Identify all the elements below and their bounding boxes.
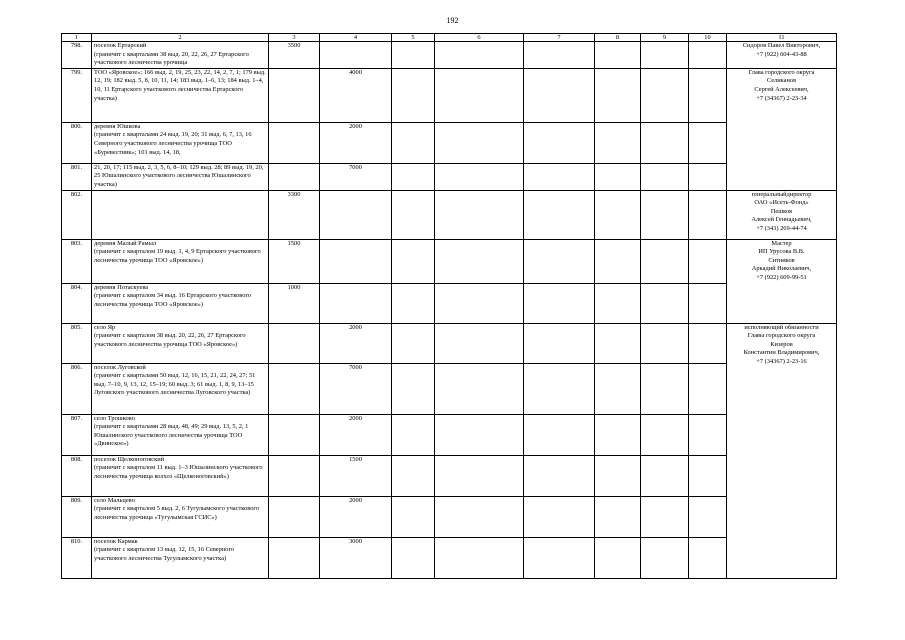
contact-line: Константин Владимирович, (743, 349, 820, 357)
contact-line: Кизеров (770, 340, 793, 348)
empty-cell-col-7 (524, 283, 595, 323)
empty-cell-col-7 (524, 42, 595, 69)
place-description (92, 68, 269, 122)
empty-cell-col-10 (689, 414, 727, 455)
empty-cell-col-9 (641, 363, 689, 414)
boundary-description: (граничит с кварталами 38 выд. 20, 22, 26, 27 Ертарского участкового лесничества урочища (94, 50, 249, 67)
contact-line: Мастер (771, 239, 792, 247)
empty-cell-col-5 (392, 42, 435, 69)
table-row (62, 283, 837, 323)
contact-line: +7 (34367) 2-23-16 (756, 357, 807, 365)
row-number: 800. (62, 122, 92, 163)
contact-line: +7 (343) 269-44-74 (756, 224, 807, 232)
empty-cell-col-5 (392, 283, 435, 323)
contact-line: ИП Урусова В.В. (758, 248, 805, 256)
table-body (62, 34, 837, 579)
empty-cell-col-8 (595, 239, 641, 283)
empty-cell-col-6 (435, 496, 524, 537)
table-row (62, 496, 837, 537)
row-number: 809. (62, 496, 92, 537)
empty-cell-col-7 (524, 239, 595, 283)
empty-cell-col-7 (524, 363, 595, 414)
empty-cell-col-9 (641, 537, 689, 578)
place-description (92, 537, 269, 578)
table-row (62, 455, 837, 496)
row-number: 807. (62, 414, 92, 455)
contact-line: Алексей Геннадьевич, (751, 216, 812, 224)
contact-line: Сидоров Павел Викторович, (742, 42, 821, 49)
col-header-11: 11 (727, 34, 837, 42)
empty-cell-col-10 (689, 42, 727, 69)
empty-cell-col-5 (392, 68, 435, 122)
boundary-description: (граничит с кварталом 11 выд. 1–3 Юшалинского участкового лесничества урочища колхоз «Щелконоговский») (94, 464, 263, 480)
responsible-contact (727, 42, 837, 69)
table-row (62, 537, 837, 578)
contact-line: исполняющий обязанности (744, 323, 819, 331)
contact-line: Аркадий Николаевич, (751, 265, 812, 273)
place-name: деревня Юшкова (94, 122, 141, 130)
col-header-8: 8 (595, 34, 641, 42)
table-row (62, 323, 837, 363)
empty-cell-col-9 (641, 239, 689, 283)
row-number: 808. (62, 455, 92, 496)
col-header-1: 1 (62, 34, 92, 42)
empty-cell-col-5 (392, 239, 435, 283)
place-description (92, 283, 269, 323)
row-number: 810. (62, 537, 92, 578)
empty-cell-col-5 (392, 190, 435, 239)
empty-cell-col-10 (689, 323, 727, 363)
empty-cell-col-5 (392, 455, 435, 496)
col-header-2: 2 (92, 34, 269, 42)
place-description (92, 496, 269, 537)
table-row (62, 190, 837, 239)
empty-cell-col-9 (641, 163, 689, 190)
value-col-3: 1000 (269, 283, 320, 323)
place-name: поселок Луговской (94, 363, 146, 371)
value-col-3 (269, 163, 320, 190)
empty-cell-col-10 (689, 363, 727, 414)
value-col-4: 7000 (320, 363, 392, 414)
empty-cell-col-10 (689, 68, 727, 122)
empty-cell-col-5 (392, 323, 435, 363)
empty-cell-col-6 (435, 414, 524, 455)
col-header-6: 6 (435, 34, 524, 42)
empty-cell-col-10 (689, 455, 727, 496)
empty-cell-col-8 (595, 414, 641, 455)
value-col-4 (320, 239, 392, 283)
value-col-4: 4000 (320, 68, 392, 122)
value-col-4: 2000 (320, 496, 392, 537)
place-description (92, 323, 269, 363)
responsible-contact (727, 323, 837, 578)
empty-cell-col-7 (524, 68, 595, 122)
value-col-3: 1500 (269, 239, 320, 283)
empty-cell-col-6 (435, 122, 524, 163)
place-description (92, 455, 269, 496)
place-name: поселок Кармак (94, 537, 138, 545)
empty-cell-col-6 (435, 42, 524, 69)
empty-cell-col-5 (392, 414, 435, 455)
empty-cell-col-8 (595, 190, 641, 239)
value-col-3 (269, 537, 320, 578)
empty-cell-col-8 (595, 323, 641, 363)
boundary-description: ТОО «Яровское»; 166 выд. 2, 19, 25, 23, 22, 14, 2, 7, 1; 179 выд. 12, 19; 182 выд. 5, 8, 10, 11, 14; 183 выд. 1–6, 13; 184 выд. 1–4, 10, 11 Ертарского участкового лесничества Ертарского участка) (94, 68, 266, 102)
boundary-description: (граничит с кварталами 28 выд. 48, 49; 29 выд. 13, 5, 2, 1 Юшалинского участкового лесничества урочища ТОО «Двинское») (94, 423, 249, 448)
value-col-3 (269, 323, 320, 363)
value-col-3 (269, 363, 320, 414)
row-number: 801. (62, 163, 92, 190)
value-col-4 (320, 190, 392, 239)
empty-cell-col-9 (641, 42, 689, 69)
empty-cell-col-10 (689, 496, 727, 537)
empty-cell-col-6 (435, 190, 524, 239)
place-name: поселок Щелконоговский (94, 455, 165, 463)
empty-cell-col-7 (524, 122, 595, 163)
place-description (92, 122, 269, 163)
value-col-3 (269, 455, 320, 496)
responsible-contact (727, 68, 837, 190)
empty-cell-col-8 (595, 283, 641, 323)
place-description (92, 363, 269, 414)
empty-cell-col-10 (689, 239, 727, 283)
empty-cell-col-6 (435, 323, 524, 363)
value-col-3 (269, 122, 320, 163)
empty-cell-col-9 (641, 190, 689, 239)
col-header-4: 4 (320, 34, 392, 42)
empty-cell-col-6 (435, 537, 524, 578)
boundary-description: (граничит с кварталом 38 выд. 20, 22, 26, 27 Ертарского участкового лесничества урочища ТОО «Яровское») (94, 332, 246, 348)
table-row (62, 163, 837, 190)
contact-line: Главы городского округа (747, 332, 816, 340)
boundary-description: (граничит с кварталами 50 выд. 12, 16, 15, 21, 22, 24, 27; 51 выд. 7–10, 9, 13, 12, 15–19; 60 выд. 3; 61 выд. 1, 8, 9, 13–15 Луговского участкового лесничества Луговского участка) (94, 372, 256, 397)
table-row (62, 122, 837, 163)
value-col-4: 2000 (320, 122, 392, 163)
empty-cell-col-7 (524, 190, 595, 239)
contact-line: генеральныйдиректор (751, 190, 812, 198)
col-header-5: 5 (392, 34, 435, 42)
table-row (62, 42, 837, 69)
contact-line: +7 (922) 604-43-88 (756, 50, 807, 58)
empty-cell-col-6 (435, 163, 524, 190)
empty-cell-col-5 (392, 163, 435, 190)
row-number: 798. (62, 42, 92, 69)
empty-cell-col-5 (392, 363, 435, 414)
empty-cell-col-10 (689, 163, 727, 190)
empty-cell-col-7 (524, 163, 595, 190)
empty-cell-col-8 (595, 163, 641, 190)
boundary-description: (граничит с кварталом 13 выд. 12, 15, 16 Северного участкового лесничества Тугулымского участка) (94, 546, 235, 562)
empty-cell-col-7 (524, 455, 595, 496)
row-number: 802. (62, 190, 92, 239)
empty-cell-col-8 (595, 42, 641, 69)
empty-cell-col-8 (595, 68, 641, 122)
empty-cell-col-8 (595, 122, 641, 163)
table-row (62, 68, 837, 122)
empty-cell-col-10 (689, 122, 727, 163)
empty-cell-col-9 (641, 496, 689, 537)
place-name: село Яр (94, 323, 116, 331)
contact-line: Селиканов (766, 77, 797, 85)
empty-cell-col-5 (392, 537, 435, 578)
responsible-contact (727, 190, 837, 239)
boundary-description: 21, 20, 17; 115 выд. 2, 3, 5, 6, 8–10; 129 выд. 28; 89 выд. 19, 20, 25 Юшалинского участкового лесничества Юшалинского участка) (94, 163, 264, 188)
place-description (92, 163, 269, 190)
empty-cell-col-5 (392, 496, 435, 537)
place-name: село Мальцево (94, 496, 135, 504)
value-col-3 (269, 68, 320, 122)
value-col-4: 1500 (320, 455, 392, 496)
value-col-3: 3300 (269, 190, 320, 239)
contact-line: +7 (922) 609-99-51 (756, 273, 807, 281)
empty-cell-col-6 (435, 363, 524, 414)
place-name: село Трошково (94, 414, 135, 422)
empty-cell-col-6 (435, 455, 524, 496)
contact-line: Глава городского округа (748, 68, 815, 76)
empty-cell-col-6 (435, 68, 524, 122)
boundary-description: (граничит с кварталами 24 выд. 19, 20; 31 выд. 6, 7, 13, 16 Северного участкового лесничества урочища ТОО «Буревестник»; 101 выд. 14, 18, (94, 131, 252, 156)
header-row (62, 34, 837, 42)
empty-cell-col-6 (435, 239, 524, 283)
table-row (62, 414, 837, 455)
empty-cell-col-5 (392, 122, 435, 163)
empty-cell-col-7 (524, 323, 595, 363)
row-number: 804. (62, 283, 92, 323)
col-header-10: 10 (689, 34, 727, 42)
contact-line: Сергей Алексеевич, (754, 85, 809, 93)
row-number: 799. (62, 68, 92, 122)
row-number: 805. (62, 323, 92, 363)
value-col-4: 7000 (320, 163, 392, 190)
contact-line: Пешков (770, 207, 793, 215)
empty-cell-col-9 (641, 414, 689, 455)
empty-cell-col-7 (524, 537, 595, 578)
table-row (62, 239, 837, 283)
boundary-description: (граничит с кварталом 5 выд. 2, 6 Тугулымского участкового лесничества урочища «Тугулымская ГСИС») (94, 505, 260, 521)
page-number: 192 (446, 16, 459, 25)
responsible-contact (727, 239, 837, 323)
boundary-description: (граничит с кварталом 34 выд. 16 Ертарского участкового лесничества урочища ТОО «Яровское») (94, 292, 252, 308)
row-number: 806. (62, 363, 92, 414)
empty-cell-col-7 (524, 496, 595, 537)
contact-line: +7 (34367) 2-23-34 (756, 94, 807, 102)
value-col-4: 2000 (320, 414, 392, 455)
contact-line: ОАО «Исеть-Фонд» (754, 199, 809, 207)
value-col-4: 3000 (320, 537, 392, 578)
empty-cell-col-10 (689, 537, 727, 578)
register-table (61, 33, 837, 579)
place-description (92, 239, 269, 283)
empty-cell-col-9 (641, 283, 689, 323)
place-description (92, 414, 269, 455)
col-header-3: 3 (269, 34, 320, 42)
empty-cell-col-8 (595, 455, 641, 496)
value-col-3: 3500 (269, 42, 320, 69)
empty-cell-col-7 (524, 414, 595, 455)
place-name: деревня Малый Рамыл (94, 239, 157, 247)
empty-cell-col-10 (689, 190, 727, 239)
empty-cell-col-8 (595, 496, 641, 537)
empty-cell-col-8 (595, 363, 641, 414)
place-name: деревня Потаскуева (94, 283, 149, 291)
empty-cell-col-9 (641, 455, 689, 496)
empty-cell-col-6 (435, 283, 524, 323)
contact-line: Ситников (768, 256, 795, 264)
place-description (92, 42, 269, 69)
empty-cell-col-8 (595, 537, 641, 578)
col-header-9: 9 (641, 34, 689, 42)
place-description (92, 190, 269, 239)
value-col-3 (269, 414, 320, 455)
empty-cell-col-10 (689, 283, 727, 323)
value-col-4: 2000 (320, 323, 392, 363)
empty-cell-col-9 (641, 323, 689, 363)
empty-cell-col-9 (641, 68, 689, 122)
place-name: поселок Ертарский (94, 42, 147, 49)
value-col-4 (320, 283, 392, 323)
value-col-4 (320, 42, 392, 69)
row-number: 803. (62, 239, 92, 283)
table-row (62, 363, 837, 414)
boundary-description: (граничит с кварталом 19 выд. 1, 4, 9 Ертарского участкового лесничества урочища ТОО «Яровское») (94, 248, 261, 264)
empty-cell-col-9 (641, 122, 689, 163)
value-col-3 (269, 496, 320, 537)
col-header-7: 7 (524, 34, 595, 42)
